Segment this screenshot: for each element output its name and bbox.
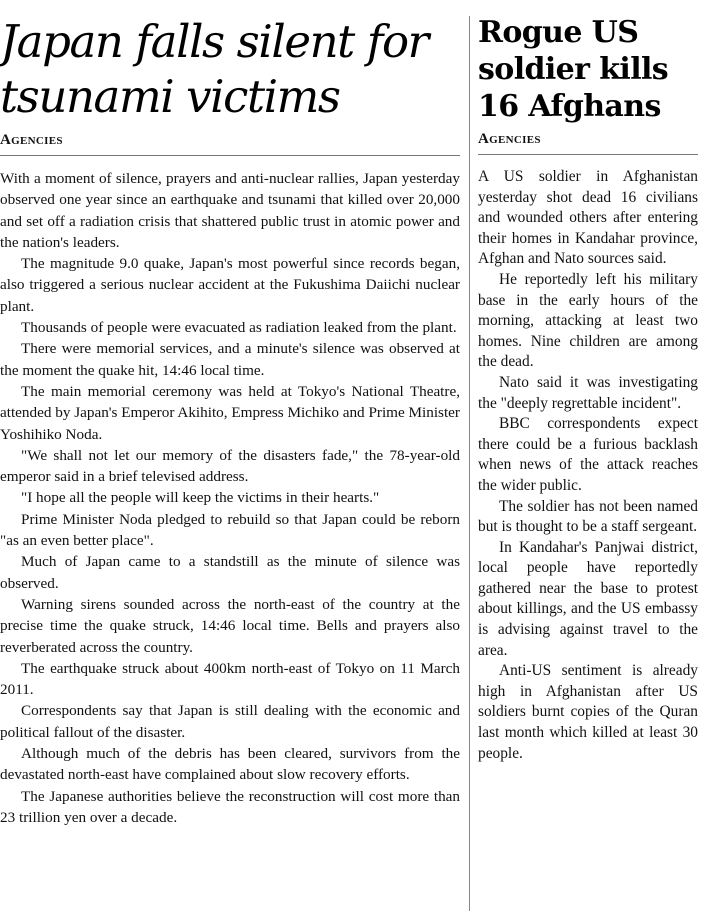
left-paragraph: Warning sirens sounded across the north-east of the country at the precise time the quake struck, 14:46 local time. Bells and prayers also reverberated across the country.: [0, 595, 460, 656]
right-paragraph: Nato said it was investigating the "deeply regrettable incident".: [478, 373, 698, 412]
left-paragraph: Correspondents say that Japan is still dealing with the economic and political fallout of the disaster.: [0, 702, 460, 741]
right-byline: Agencies: [478, 131, 698, 155]
left-paragraph: The Japanese authorities believe the reconstruction will cost more than 23 trillion yen over a decade.: [0, 787, 460, 826]
left-paragraph: The earthquake struck about 400km north-east of Tokyo on 11 March 2011.: [0, 659, 460, 699]
left-paragraph: "I hope all the people will keep the victims in their hearts.": [21, 489, 380, 507]
left-paragraph: Much of Japan came to a standstill as the minute of silence was observed.: [0, 553, 460, 592]
right-paragraph: He reportedly left his military base in the early hours of the morning, attacking at least two homes. Nine children are among the dead.: [478, 270, 698, 371]
left-paragraph: "We shall not let our memory of the disasters fade," the 78-year-old emperor said in a brief televised address.: [0, 446, 460, 486]
right-paragraph: A US soldier in Afghanistan yesterday shot dead 16 civilians and wounded others after entering their homes in Kandahar province, Afghan and Nato sources said.: [478, 168, 698, 268]
right-article: [478, 0, 698, 764]
right-paragraph: Anti-US sentiment is already high in Afghanistan after US soldiers burnt copies of the Quran last month which killed at least 30 people.: [478, 662, 698, 762]
right-article-body: [478, 167, 698, 764]
left-paragraph: The main memorial ceremony was held at Tokyo's National Theatre, attended by Japan's Emperor Akihito, Empress Michiko and Prime Minister Yoshihiko Noda.: [0, 382, 460, 443]
left-paragraph: The magnitude 9.0 quake, Japan's most powerful since records began, also triggered a serious nuclear accident at the Fukushima Daiichi nuclear plant.: [0, 255, 460, 315]
right-paragraph: In Kandahar's Panjwai district, local people have reportedly gathered near the base to protest about killings, and the US embassy is advising against travel to the area.: [478, 538, 698, 659]
right-headline: Rogue US soldier kills 16 Afghans: [478, 15, 669, 124]
left-byline: Agencies: [0, 132, 460, 156]
left-paragraph: Prime Minister Noda pledged to rebuild so that Japan could be reborn "as an even better place".: [0, 510, 460, 550]
left-paragraph: Although much of the debris has been cleared, survivors from the devastated north-east have complained about slow recovery efforts.: [0, 745, 460, 784]
right-paragraph: BBC correspondents expect there could be a furious backlash when news of the attack reaches the wider public.: [478, 415, 698, 494]
left-paragraph: There were memorial services, and a minute's silence was observed at the moment the quake hit, 14:46 local time.: [0, 340, 460, 379]
left-article-body: [0, 168, 460, 828]
left-paragraph: Thousands of people were evacuated as radiation leaked from the plant.: [21, 319, 457, 337]
column-divider: [469, 16, 470, 911]
right-paragraph: The soldier has not been named but is thought to be a staff sergeant.: [478, 497, 698, 536]
left-paragraph: With a moment of silence, prayers and anti-nuclear rallies, Japan yesterday observed one year since an earthquake and tsunami that killed over 20,000 and set off a radiation crisis that shattered public trust in atomic power and the nation's leaders.: [0, 170, 460, 251]
left-headline: Japan falls silent for tsunami victims: [0, 15, 428, 123]
